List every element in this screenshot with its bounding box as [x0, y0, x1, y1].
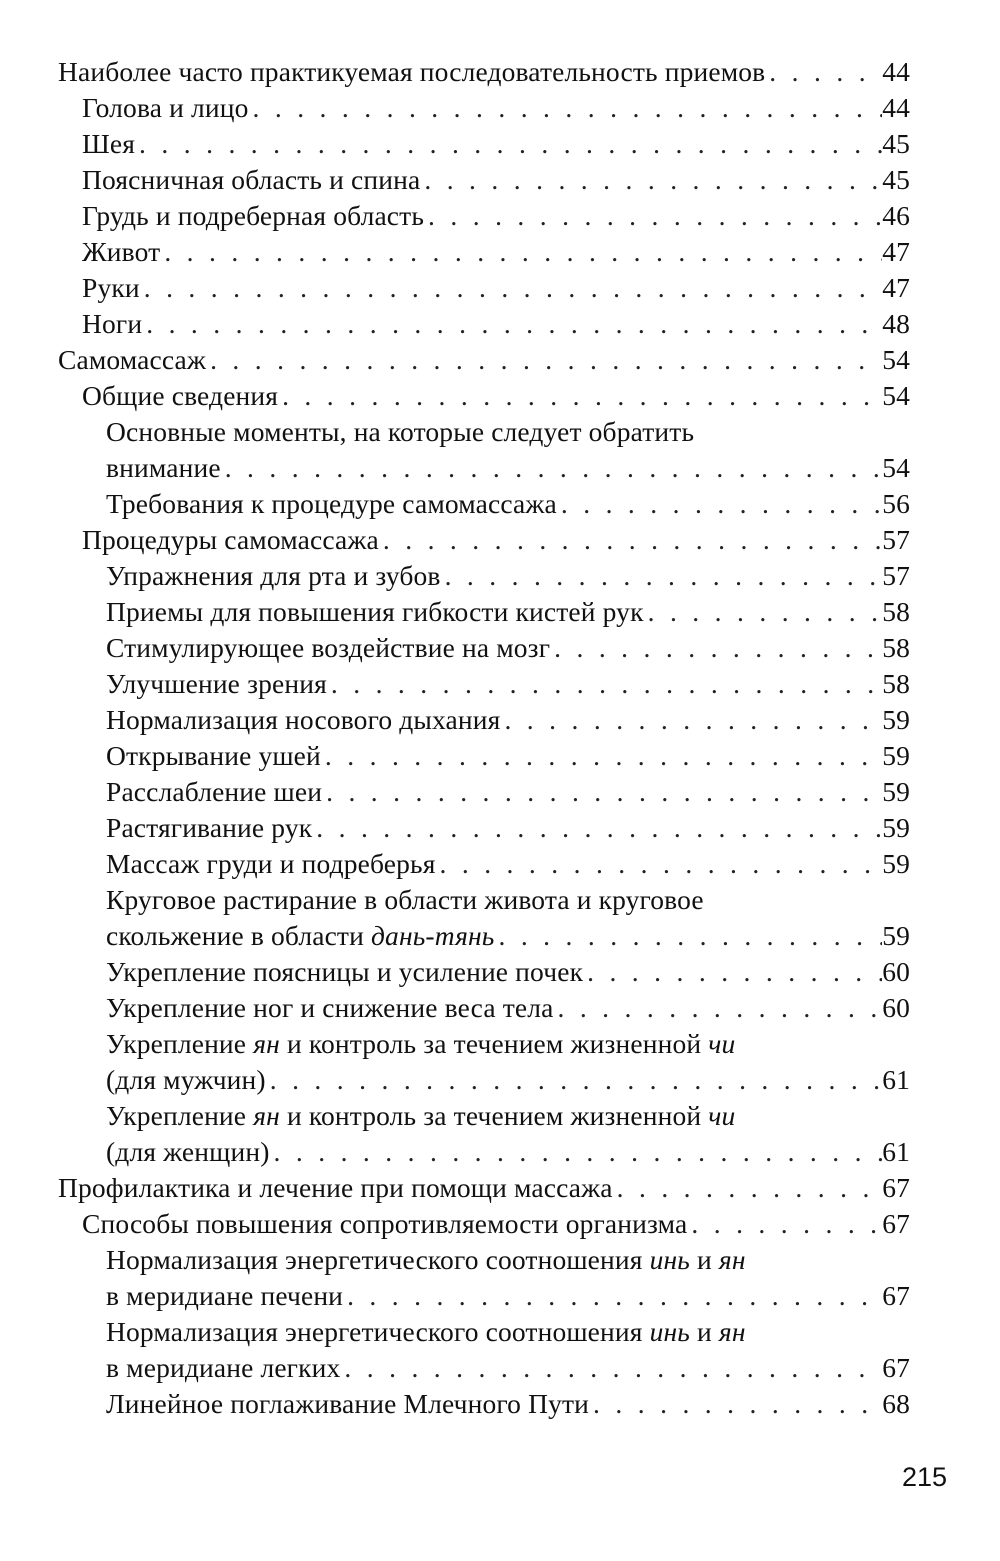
toc-entry-page: 61 — [882, 1136, 910, 1167]
toc-entry-title: Растягивание рук — [106, 812, 313, 843]
title-text: Нормализация энергетического соотношения — [106, 1244, 643, 1275]
toc-entry-page: 56 — [882, 488, 910, 519]
toc-entry-page: 59 — [882, 812, 910, 843]
dot-leader — [312, 810, 882, 846]
toc-entry-title-line1: Круговое растирание в области живота и круговое — [106, 884, 704, 915]
toc-entry — [106, 558, 910, 594]
dot-leader — [644, 594, 883, 630]
toc-entry-page: 59 — [882, 776, 910, 807]
toc-entry-page: 61 — [882, 1064, 910, 1095]
dot-leader — [266, 1062, 882, 1098]
toc-entry — [106, 846, 910, 882]
toc-entry-title: Профилактика и лечение при помощи массажа — [58, 1172, 613, 1203]
toc-entry — [82, 162, 910, 198]
dot-leader — [343, 1278, 882, 1314]
toc-entry-title-line1 — [106, 1242, 910, 1278]
toc-entry-page: 67 — [882, 1172, 910, 1203]
dot-leader — [340, 1350, 882, 1386]
title-term-italic: чи — [708, 1100, 736, 1131]
toc-entry-title: Живот — [82, 236, 161, 267]
toc-entry-title-line2: (для мужчин) — [106, 1064, 266, 1095]
title-term-italic: ян — [253, 1100, 280, 1131]
toc-entry — [106, 1242, 910, 1314]
dot-leader — [613, 1170, 883, 1206]
toc-entry-title: Расслабление шеи — [106, 776, 323, 807]
dot-leader — [206, 342, 882, 378]
toc-entry-title: Ноги — [82, 308, 143, 339]
title-text: Укрепление — [106, 1100, 247, 1131]
toc-entry-page: 59 — [882, 848, 910, 879]
dot-leader — [500, 702, 882, 738]
toc-entry-page: 47 — [882, 236, 910, 267]
toc-entry — [82, 1206, 910, 1242]
toc-entry-page: 67 — [882, 1352, 910, 1383]
toc-entry-page: 58 — [882, 668, 910, 699]
toc-entry-title: Приемы для повышения гибкости кистей рук — [106, 596, 644, 627]
dot-leader — [583, 954, 882, 990]
table-of-contents — [58, 54, 910, 1422]
toc-entry-title-line2: в меридиане печени — [106, 1280, 344, 1311]
toc-entry-page: 48 — [882, 308, 910, 339]
toc-entry — [106, 882, 910, 954]
toc-entry-page: 45 — [882, 128, 910, 159]
dot-leader — [321, 738, 882, 774]
toc-entry — [106, 810, 910, 846]
dot-leader — [327, 666, 882, 702]
dot-leader — [140, 270, 882, 306]
toc-entry-page: 59 — [882, 740, 910, 771]
toc-entry — [82, 126, 910, 162]
toc-entry — [106, 1026, 910, 1098]
toc-entry-page: 44 — [882, 92, 910, 123]
page-number: 215 — [902, 1462, 948, 1492]
title-term-italic: ян — [718, 1316, 746, 1347]
dot-leader — [553, 990, 882, 1026]
toc-entry — [58, 1170, 910, 1206]
title-term-italic: инь — [649, 1244, 690, 1275]
toc-entry-page: 44 — [882, 56, 910, 87]
title-term-italic: чи — [708, 1028, 736, 1059]
toc-entry — [106, 1386, 910, 1422]
toc-entry — [82, 270, 910, 306]
toc-entry-page: 47 — [882, 272, 910, 303]
toc-entry — [106, 738, 910, 774]
dot-leader — [278, 378, 882, 414]
toc-entry-title: Процедуры самомассажа — [82, 524, 379, 555]
toc-entry — [82, 234, 910, 270]
toc-entry — [106, 414, 910, 486]
dot-leader — [494, 918, 882, 954]
title-term-italic: инь — [649, 1316, 690, 1347]
toc-entry-title: Укрепление поясницы и усиление почек — [106, 956, 584, 987]
dot-leader — [765, 54, 882, 90]
toc-entry — [106, 774, 910, 810]
title-term-italic: ян — [253, 1028, 280, 1059]
toc-entry-page: 60 — [882, 992, 910, 1023]
dot-leader — [160, 234, 882, 270]
toc-entry-title-line2: внимание — [106, 452, 221, 483]
toc-entry — [106, 702, 910, 738]
toc-entry-title-line1 — [106, 1314, 910, 1350]
dot-leader — [221, 450, 883, 486]
toc-entry-title: Укрепление ног и снижение веса тела — [106, 992, 554, 1023]
toc-entry-title-line2: в меридиане легких — [106, 1352, 341, 1383]
toc-entry — [106, 486, 910, 522]
toc-entry — [106, 1098, 910, 1170]
toc-entry-title: Наиболее часто практикуемая последовательность приемов — [58, 56, 766, 87]
toc-entry-title: Грудь и подреберная область — [82, 200, 425, 231]
toc-entry-title: Способы повышения сопротивляемости организма — [82, 1208, 688, 1239]
dot-leader — [687, 1206, 882, 1242]
title-text: и контроль за течением жизненной — [286, 1100, 702, 1131]
dot-leader — [135, 126, 882, 162]
toc-entry — [82, 306, 910, 342]
toc-entry-title: Требования к процедуре самомассажа — [106, 488, 557, 519]
toc-entry-title-line1: Основные моменты, на которые следует обратить — [106, 416, 695, 447]
toc-entry — [106, 594, 910, 630]
dot-leader — [557, 486, 882, 522]
toc-entry-title: Самомассаж — [58, 344, 207, 375]
toc-entry-title: Поясничная область и спина — [82, 164, 421, 195]
toc-entry-page: 46 — [882, 200, 910, 231]
title-text: и — [696, 1244, 712, 1275]
toc-entry-page: 45 — [882, 164, 910, 195]
toc-entry — [106, 990, 910, 1026]
toc-entry-title: Общие сведения — [82, 380, 279, 411]
dot-leader — [142, 306, 882, 342]
toc-entry — [106, 666, 910, 702]
title-text: Нормализация энергетического соотношения — [106, 1316, 643, 1347]
toc-entry — [106, 954, 910, 990]
toc-entry — [82, 522, 910, 558]
toc-entry — [106, 630, 910, 666]
toc-entry-title-line2 — [106, 918, 494, 954]
title-text: и контроль за течением жизненной — [286, 1028, 702, 1059]
toc-entry-page: 59 — [882, 920, 910, 951]
toc-entry-title: Линейное поглаживание Млечного Пути — [106, 1388, 590, 1419]
dot-leader — [379, 522, 882, 558]
toc-entry-title: Стимулирующее воздействие на мозг — [106, 632, 551, 663]
dot-leader — [436, 846, 883, 882]
toc-entry — [82, 378, 910, 414]
toc-entry-title: Руки — [82, 272, 140, 303]
toc-entry-page: 60 — [882, 956, 910, 987]
toc-entry-page: 59 — [882, 704, 910, 735]
title-text: Укрепление — [106, 1028, 247, 1059]
dot-leader — [249, 90, 883, 126]
toc-entry-title: Нормализация носового дыхания — [106, 704, 501, 735]
toc-entry-title: Упражнения для рта и зубов — [106, 560, 441, 591]
toc-entry-page: 58 — [882, 632, 910, 663]
toc-entry — [58, 54, 910, 90]
toc-entry-title: Шея — [82, 128, 136, 159]
toc-entry-page: 54 — [882, 452, 910, 483]
title-term-italic: дань-тянь — [371, 920, 495, 951]
toc-entry-title: Голова и лицо — [82, 92, 249, 123]
toc-entry — [106, 1314, 910, 1386]
toc-entry-title: Улучшение зрения — [106, 668, 327, 699]
toc-entry-page: 54 — [882, 344, 910, 375]
toc-entry — [58, 342, 910, 378]
dot-leader — [322, 774, 882, 810]
toc-entry-page: 67 — [882, 1208, 910, 1239]
toc-entry-page: 57 — [882, 524, 910, 555]
toc-entry — [82, 198, 910, 234]
dot-leader — [270, 1134, 883, 1170]
title-term-italic: ян — [718, 1244, 746, 1275]
title-text: скольжение в области — [106, 920, 364, 951]
dot-leader — [589, 1386, 882, 1422]
dot-leader — [550, 630, 882, 666]
toc-entry — [82, 90, 910, 126]
toc-entry-title-line2: (для женщин) — [106, 1136, 270, 1167]
dot-leader — [441, 558, 883, 594]
title-text: и — [696, 1316, 712, 1347]
toc-entry-title-line1 — [106, 1098, 910, 1134]
toc-entry-page: 57 — [882, 560, 910, 591]
toc-entry-page: 54 — [882, 380, 910, 411]
dot-leader — [420, 162, 882, 198]
toc-entry-title-line1 — [106, 1026, 910, 1062]
toc-entry-page: 67 — [882, 1280, 910, 1311]
dot-leader — [424, 198, 882, 234]
toc-entry-page: 58 — [882, 596, 910, 627]
toc-entry-title: Массаж груди и подреберья — [106, 848, 436, 879]
toc-entry-page: 68 — [882, 1388, 910, 1419]
toc-entry-title: Открывание ушей — [106, 740, 321, 771]
